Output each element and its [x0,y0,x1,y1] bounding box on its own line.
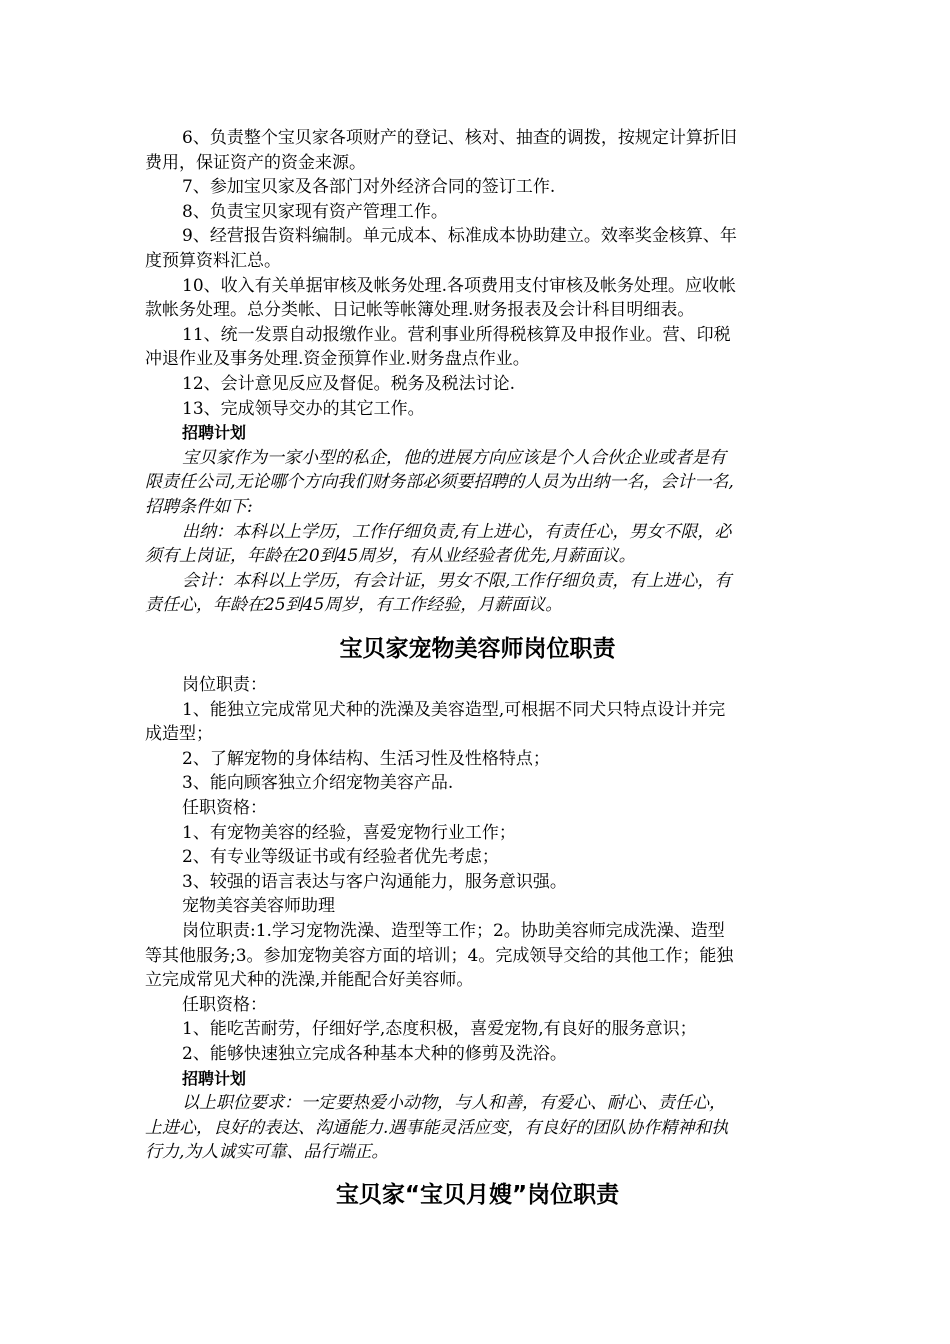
assistant-qualification-2: 2、能够快速独立完成各种基本犬种的修剪及洗浴。 [182,1044,567,1064]
groomer-qualification-3: 3、较强的语言表达与客户沟通能力，服务意识强。 [182,871,567,892]
groomer-duties-label: 岗位职责： [182,675,267,695]
duty-item-10-line-2: 款帐务处理。总分类帐、日记帐等帐簿处理.财务报表及会计科目明细表。 [145,300,695,321]
assistant-title: 宠物美容美容师助理 [182,896,335,917]
duty-item-9-line-1: 9、经营报告资料编制。单元成本、标准成本协助建立。效率奖金核算、年 [182,226,737,247]
groomer-recruit-line-1: 以上职位要求：一定要热爱小动物，与人和善，有爱心、耐心、责任心， [182,1093,726,1114]
recruit-accountant-line-2: 责任心，年龄在25到45周岁，有工作经验，月薪面议。 [145,595,563,616]
duty-item-6-line-1: 6、负责整个宝贝家各项财产的登记、核对、抽查的调拨，按规定计算折旧 [182,128,737,148]
duty-item-8: 8、负责宝贝家现有资产管理工作。 [182,201,448,222]
duty-item-13: 13、完成领导交办的其它工作。 [182,398,425,419]
assistant-duties-line-3: 立完成常见犬种的洗澡,并能配合好美容师。 [145,970,474,991]
groomer-qualification-1: 1、有宠物美容的经验，喜爱宠物行业工作； [182,822,516,843]
groomer-duty-3: 3、能向顾客独立介绍宠物美容产品. [182,773,454,794]
duty-item-9-line-2: 度预算资料汇总。 [145,251,281,271]
recruit-accountant-line-1: 会计：本科以上学历，有会计证，男女不限,工作仔细负责，有上进心，有 [182,570,732,591]
assistant-duties-line-2: 等其他服务;3。参加宠物美容方面的培训；4。完成领导交给的其他工作；能独 [145,945,734,966]
groomer-qualifications-label: 任职资格： [182,798,267,818]
assistant-duties-line-1: 岗位职责:1.学习宠物洗澡、造型等工作；2。协助美容师完成洗澡、造型 [182,921,725,941]
duty-item-11-line-2: 冲退作业及事务处理.资金预算作业.财务盘点作业。 [145,349,530,370]
groomer-recruit-line-2: 上进心，良好的表达、沟通能力.遇事能灵活应变，有良好的团队协作精神和执 [145,1117,729,1138]
assistant-qualification-1: 1、能吃苦耐劳，仔细好学,态度积极，喜爱宠物,有良好的服务意识； [182,1019,697,1040]
duty-item-11-line-1: 11、统一发票自动报缴作业。营利事业所得税核算及申报作业。营、印税 [182,324,731,345]
groomer-duty-1-line-2: 成造型； [145,724,213,745]
groomer-recruit-heading: 招聘计划 [182,1068,247,1088]
duty-item-10-line-1: 10、收入有关单据审核及帐务处理.各项费用支付审核及帐务处理。应收帐 [182,275,737,296]
recruit-cashier-line-2: 须有上岗证，年龄在20到45周岁，有从业经验者优先,月薪面议。 [145,546,636,567]
duty-item-7: 7、参加宝贝家及各部门对外经济合同的签订工作. [182,177,556,198]
groomer-qualification-2: 2、有专业等级证书或有经验者优先考虑； [182,847,499,868]
duty-item-12: 12、会计意见反应及督促。税务及税法讨论. [182,374,516,394]
nanny-section-title: 宝贝家“宝贝月嫂”岗位职责 [335,1182,620,1208]
groomer-duty-1-line-1: 1、能独立完成常见犬种的洗澡及美容造型,可根据不同犬只特点设计并完 [182,699,726,720]
recruit-plan-heading: 招聘计划 [182,423,247,443]
groomer-recruit-line-3: 行力,为人诚实可靠、品行端正。 [145,1142,389,1163]
groomer-duty-2: 2、了解宠物的身体结构、生活习性及性格特点； [182,748,550,769]
groomer-section-title: 宝贝家宠物美容师岗位职责 [339,636,616,662]
assistant-qualifications-label: 任职资格： [182,994,267,1015]
recruit-intro-line-1: 宝贝家作为一家小型的私企，他的进展方向应该是个人合伙企业或者是有 [182,447,726,468]
recruit-intro-line-2: 限责任公司,无论哪个方向我们财务部必须要招聘的人员为出纳一名，会计一名, [145,472,734,493]
recruit-cashier-line-1: 出纳：本科以上学历，工作仔细负责,有上进心，有责任心，男女不限，必 [182,521,732,542]
duty-item-6-line-2: 费用，保证资产的资金来源。 [145,152,366,173]
recruit-intro-line-3: 招聘条件如下: [145,497,253,517]
